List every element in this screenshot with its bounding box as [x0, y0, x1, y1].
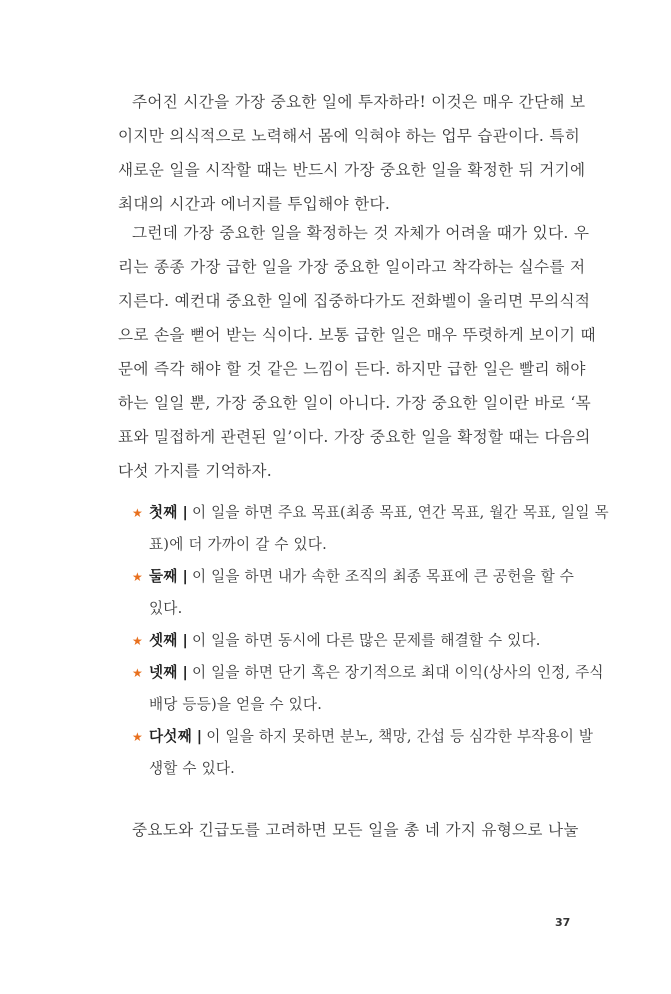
item-label: 둘째 — [149, 568, 178, 585]
item-text: 이 일을 하면 내가 속한 조직의 최종 목표에 큰 공헌을 할 수 — [191, 568, 575, 585]
item-label: 다섯째 — [149, 728, 192, 745]
list-item — [132, 497, 609, 561]
paragraph-line: 문에 즉각 해야 할 것 같은 느낌이 든다. 하지만 급한 일은 빨리 해야 — [118, 360, 586, 378]
paragraph-line: 그런데 가장 중요한 일을 확정하는 것 자체가 어려울 때가 있다. 우 — [132, 224, 590, 242]
paragraph-2 — [118, 216, 596, 488]
paragraph-line: 하는 일일 뿐, 가장 중요한 일이 아니다. 가장 중요한 일이란 바로 ‘목 — [118, 394, 592, 412]
paragraph-line: 최대의 시간과 에너지를 투입해야 한다. — [118, 195, 391, 213]
item-text: 생할 수 있다. — [149, 760, 236, 777]
item-text: 배당 등등)을 얻을 수 있다. — [149, 696, 323, 713]
item-text: 이 일을 하지 못하면 분노, 책망, 간섭 등 심각한 부작용이 발 — [206, 728, 594, 745]
item-text: 표)에 더 가까이 갈 수 있다. — [149, 536, 327, 553]
paragraph-line: 주어진 시간을 가장 중요한 일에 투자하라! 이것은 매우 간단해 보 — [132, 93, 586, 111]
paragraph-line: 다섯 가지를 기억하자. — [118, 462, 273, 480]
item-text: 이 일을 하면 단기 혹은 장기적으로 최대 이익(상사의 인정, 주식 — [191, 664, 604, 681]
item-separator: | — [182, 632, 188, 649]
item-text: 이 일을 하면 동시에 다른 많은 문제를 해결할 수 있다. — [191, 632, 541, 649]
paragraph-line: 지른다. 예컨대 중요한 일에 집중하다가도 전화벨이 울리면 무의식적 — [118, 292, 591, 310]
item-label: 첫째 — [149, 504, 178, 521]
paragraph-line: 표와 밀접하게 관련된 일’이다. 가장 중요한 일을 확정할 때는 다음의 — [118, 428, 591, 446]
item-label: 셋째 — [149, 632, 178, 649]
paragraph-1 — [118, 85, 586, 221]
list-item — [132, 561, 576, 625]
list-item — [132, 721, 594, 785]
item-separator: | — [182, 568, 188, 585]
star-icon: ★ — [132, 730, 143, 744]
item-text: 있다. — [149, 600, 183, 617]
item-separator: | — [182, 664, 188, 681]
star-icon: ★ — [132, 570, 143, 584]
page-number: 37 — [555, 916, 571, 929]
paragraph-line: 새로운 일을 시작할 때는 반드시 가장 중요한 일을 확정한 뒤 거기에 — [118, 161, 586, 179]
star-icon: ★ — [132, 506, 143, 520]
paragraph-line: 리는 종종 가장 급한 일을 가장 중요한 일이라고 착각하는 실수를 저 — [118, 258, 586, 276]
closing-paragraph: 중요도와 긴급도를 고려하면 모든 일을 총 네 가지 유형으로 나눌 — [132, 821, 579, 839]
paragraph-line: 이지만 의식적으로 노력해서 몸에 익혀야 하는 업무 습관이다. 특히 — [118, 127, 581, 145]
star-icon: ★ — [132, 634, 143, 648]
list-item — [132, 625, 576, 657]
list-item — [132, 657, 604, 721]
item-separator: | — [182, 504, 188, 521]
paragraph-line: 으로 손을 뻗어 받는 식이다. 보통 급한 일은 매우 뚜렷하게 보이기 때 — [118, 326, 596, 344]
item-text: 이 일을 하면 주요 목표(최종 목표, 연간 목표, 월간 목표, 일일 목 — [191, 504, 609, 521]
item-separator: | — [196, 728, 203, 745]
priority-checklist — [132, 497, 609, 785]
item-label: 넷째 — [149, 664, 178, 681]
star-icon: ★ — [132, 666, 143, 680]
